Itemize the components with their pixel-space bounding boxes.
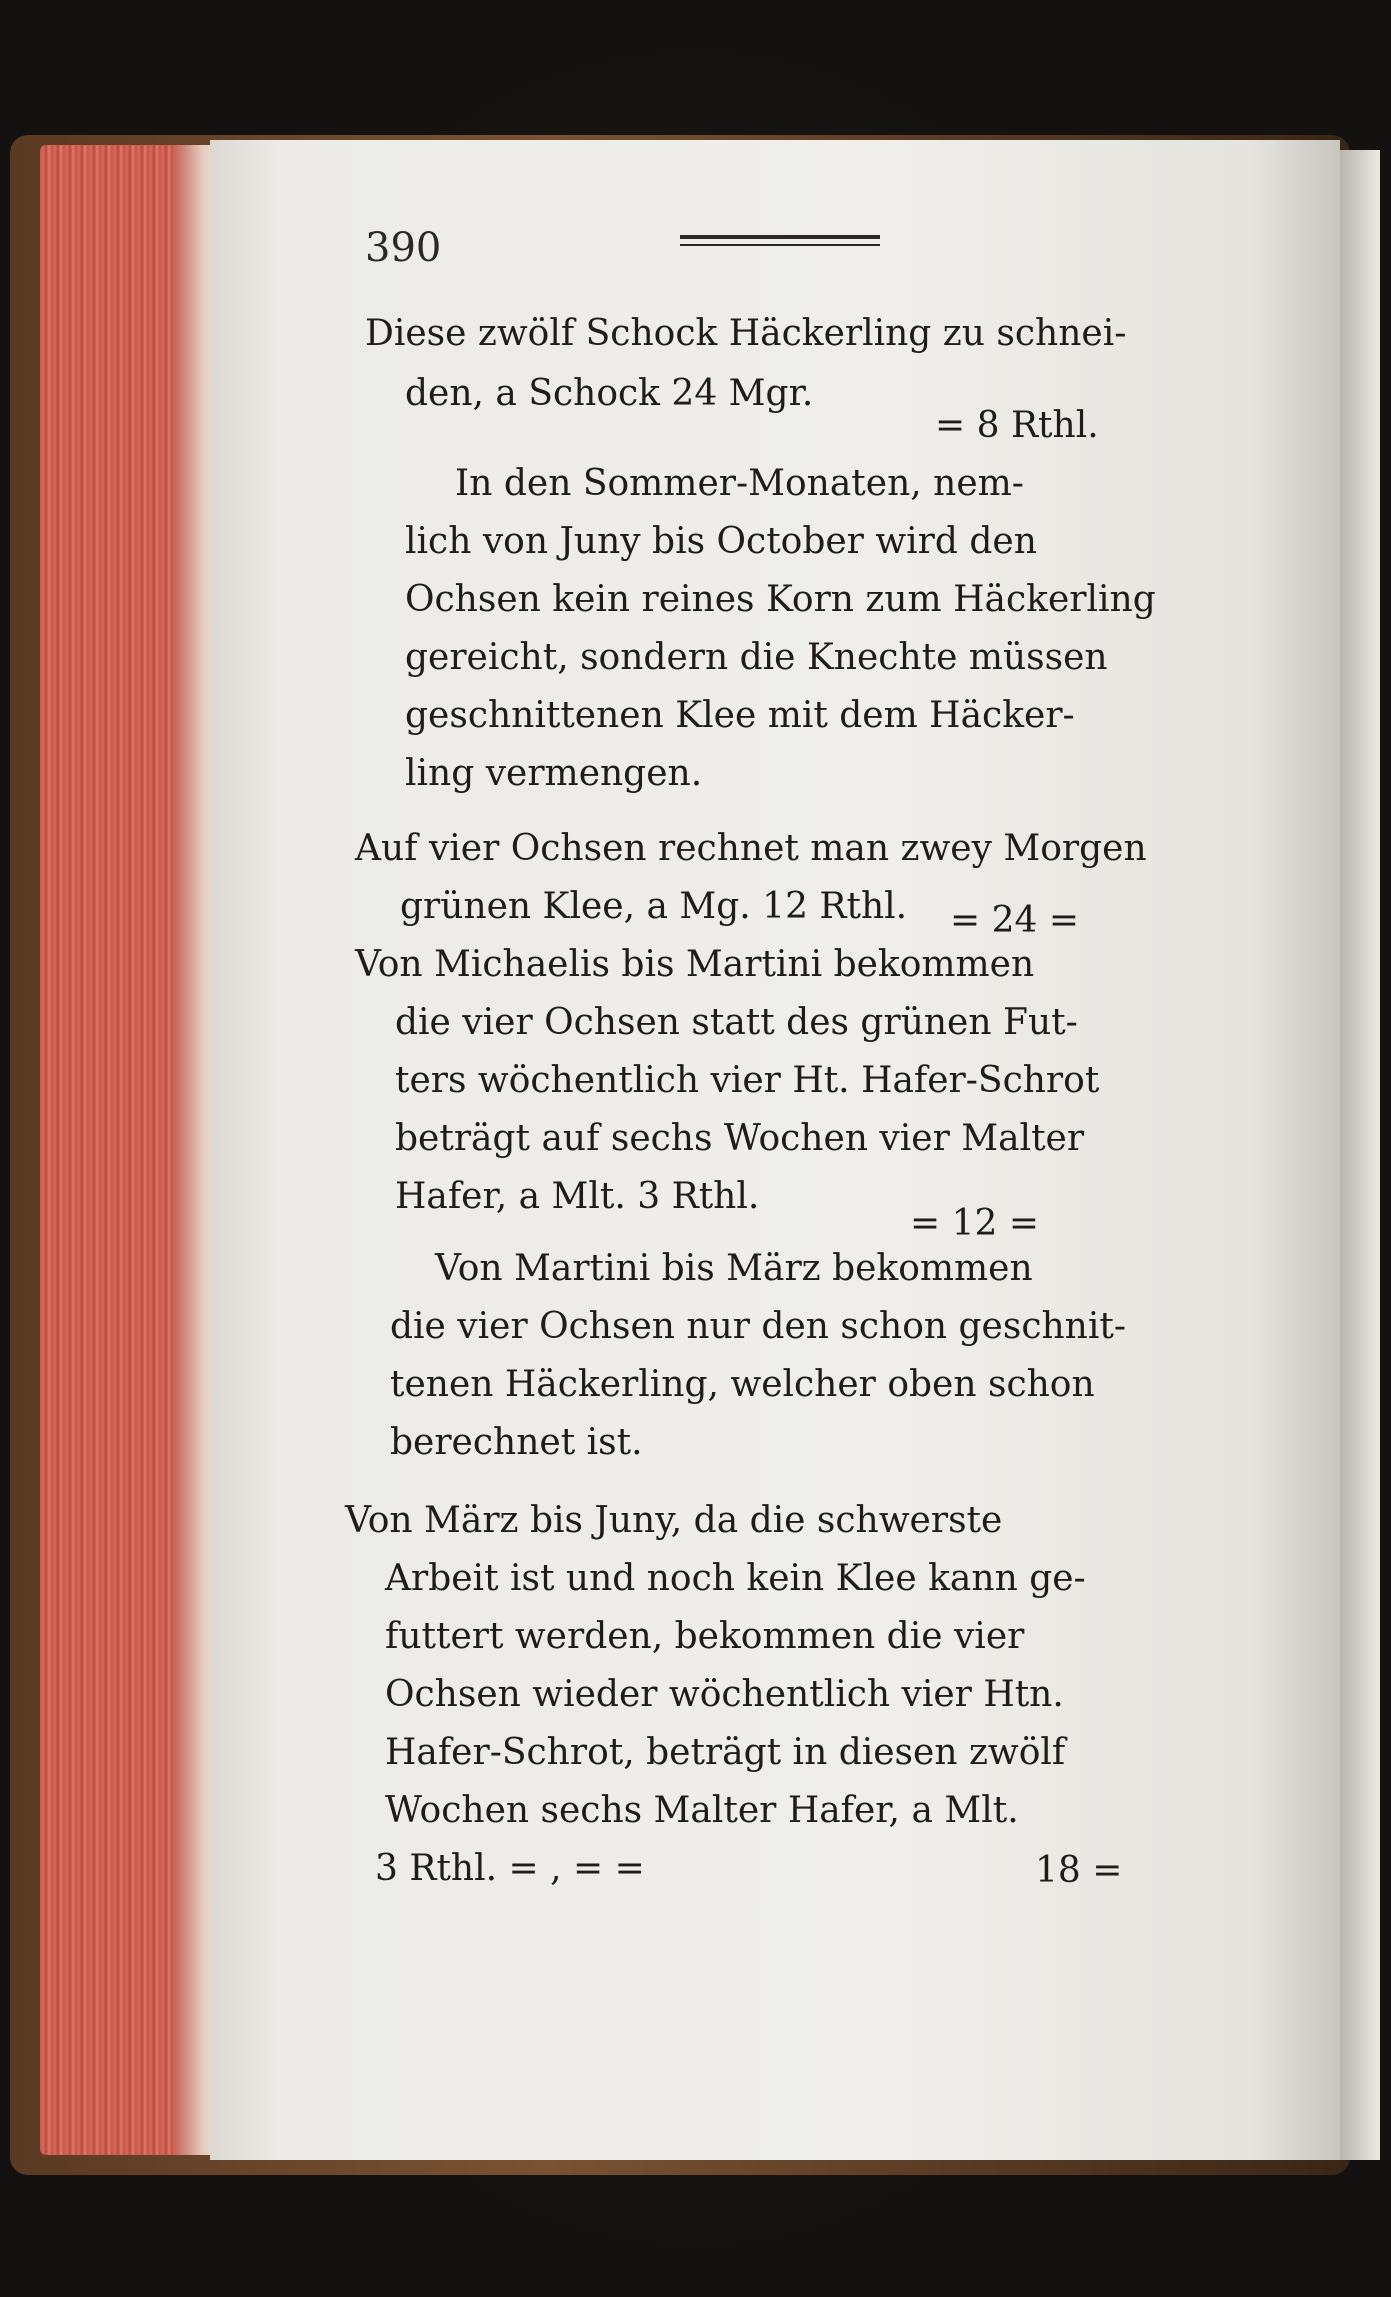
text-line: Hafer, a Mlt. 3 Rthl. — [395, 1176, 760, 1217]
text-line: die vier Ochsen statt des grünen Fut- — [395, 1002, 1078, 1043]
text-line: Hafer-Schrot, beträgt in diesen zwölf — [385, 1732, 1066, 1773]
amount-value: 18 = — [1035, 1850, 1123, 1891]
text-line: die vier Ochsen nur den schon geschnit- — [390, 1306, 1127, 1347]
header-rule — [680, 235, 880, 246]
book-page — [210, 140, 1340, 2160]
text-line: geschnittenen Klee mit dem Häcker- — [405, 695, 1075, 736]
text-line: Von März bis Juny, da die schwerste — [345, 1500, 1003, 1541]
text-line: tenen Häckerling, welcher oben schon — [390, 1364, 1095, 1405]
text-line: futtert werden, bekommen die vier — [385, 1616, 1025, 1657]
next-page-edge — [1340, 150, 1380, 2160]
amount-value: = 8 Rthl. — [935, 405, 1099, 446]
page-header — [365, 225, 1025, 275]
text-line: beträgt auf sechs Wochen vier Malter — [395, 1118, 1085, 1159]
text-line: Von Martini bis März bekommen — [435, 1248, 1033, 1289]
text-line: 3 Rthl. = , = = — [375, 1848, 645, 1889]
text-line: In den Sommer-Monaten, nem- — [455, 463, 1024, 504]
text-line: grünen Klee, a Mg. 12 Rthl. — [400, 886, 908, 927]
text-line: Ochsen wieder wöchentlich vier Htn. — [385, 1674, 1064, 1715]
page-number: 390 — [365, 225, 442, 271]
text-line: Wochen sechs Malter Hafer, a Mlt. — [385, 1790, 1019, 1831]
amount-value: = 12 = — [910, 1203, 1040, 1244]
text-line: lich von Juny bis October wird den — [405, 521, 1037, 562]
text-line: Arbeit ist und noch kein Klee kann ge- — [385, 1558, 1086, 1599]
text-line: Ochsen kein reines Korn zum Häckerling — [405, 579, 1156, 620]
text-line: ters wöchentlich vier Ht. Hafer-Schrot — [395, 1060, 1100, 1101]
text-line: Auf vier Ochsen rechnet man zwey Morgen — [355, 828, 1147, 869]
amount-value: = 24 = — [950, 900, 1080, 941]
text-line: den, a Schock 24 Mgr. — [405, 373, 814, 414]
text-line: berechnet ist. — [390, 1422, 643, 1463]
text-line: gereicht, sondern die Knechte müssen — [405, 637, 1108, 678]
text-line: Diese zwölf Schock Häckerling zu schnei- — [365, 313, 1127, 354]
text-line: ling vermengen. — [405, 753, 703, 794]
text-line: Von Michaelis bis Martini bekommen — [355, 944, 1035, 985]
